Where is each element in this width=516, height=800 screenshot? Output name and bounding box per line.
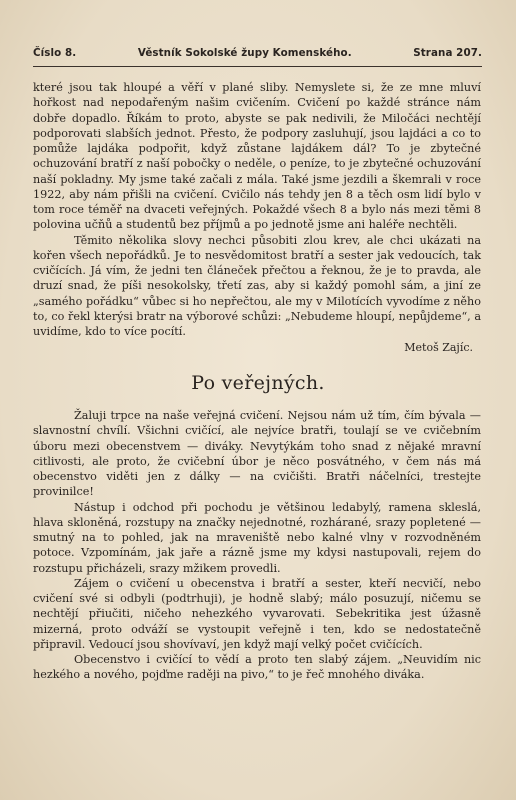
page-number: Strana 207. (413, 47, 482, 59)
paragraph: Žaluji trpce na naše veřejná cvičení. Nejsou nám už tím, čím bývala — slavnostní chvílí. Všichni cvičící, ale nejvíce bratři, toulají se ve cvičebním úboru mezi obecenstvem — diváky. Nevytýkám toho snad z nějaké mravní citlivosti, ale proto, že cvičební úbor je něco posvátného, v čem nás má obecenstvo viděti jen z dálky — na cvičišti. Bratři náčelníci, trestejte provinilce! (33, 409, 481, 499)
page-header (33, 47, 482, 59)
top-article (33, 80, 481, 356)
issue-number: Číslo 8. (33, 47, 77, 59)
paragraph: Zájem o cvičení u obecenstva i bratří a sester, kteří necvičí, nebo cvičení své si odbyli (podtrhuji), je hodně slabý; málo posuzují, ničemu se nechtějí přiučiti, ničeho nehezkého vyvarovati. Sebekritika jest úžasně mizerná, proto odváží se vystoupit veřejně i ten, kdo se nedostatečně připravil. Vedoucí jsou shovívaví, jen když mají velký počet cvičících. (33, 576, 481, 651)
bottom-article (33, 408, 481, 683)
header-rule (33, 66, 482, 67)
paragraph: Obecenstvo i cvičící to vědí a proto ten slabý zájem. „Neuvidím nic hezkého a nového, pojďme raději na pivo,“ to je řeč mnohého diváka. (33, 653, 481, 682)
paragraph: Nástup i odchod při pochodu je většinou ledabylý, ramena skleslá, hlava skloněná, rozstupy na značky nejednotné, rozhárané, srazy popletené — smutný na to pohled, jak na mraveniště nebo kalné vlny v rozvodněném potoce. Vzpomínám, jak jaře a rázně jsme my kdysi nastupovali, rejem do rozstupu přicházeli, srazy mžikem provedli. (33, 500, 481, 575)
paragraph: které jsou tak hloupé a věří v plané sliby. Nemyslete si, že ze mne mluví hořkost nad nepodařeným našim cvičením. Cvičení po každé stránce nám dobře dopadlo. Říkám to proto, abyste se pak nedivili, že Miločáci nechtějí podporovati slabších jednot. Přesto, že podpory zasluhují, jsou lajdáci a co to pomůže lajdáka podpořit, když zůstane lajdákem dál? To je zbytečné ochuzování bratří z naší pobočky o neděle, o peníze, to je zbytečné ochuzování naší pokladny. My jsme také začali z mála. Také jsme jezdili a škemrali v roce 1922, aby nám přišli na cvičení. Cvičilo nás tehdy jen 8 a těch osm lidí bylo v tom roce téměř na dvaceti veřejných. Pokaždé všech 8 a bylo nás mezi těmi 8 polovina učňů a studentů bez příjmů a po jednotě jsme ani haléře nechtěli. (33, 81, 481, 232)
publication-title: Věstník Sokolské župy Komenského. (137, 47, 352, 59)
article-title: Po veřejných. (191, 372, 325, 394)
paragraph: Těmito několika slovy nechci působiti zlou krev, ale chci ukázati na kořen všech nepořádků. Je to nesvědomitost bratří a sester jak vedoucích, tak cvičících. Já vím, že jedni ten článeček přečtou a řeknou, že je to pravda, ale druzí snad, že píši nesokolsky, třetí zas, aby si každý pomohl sám, a jiní ze „samého pořádku“ vůbec si ho nepřečtou, ale my v Milotících vyvodíme z něho to, co řekl kterýsi bratr na výborové schůzi: „Nebudeme hloupí, nepůjdeme“, a uvidíme, kdo to více pocítí. (33, 233, 481, 338)
author-signature: Metoš Zajíc. (404, 341, 473, 355)
